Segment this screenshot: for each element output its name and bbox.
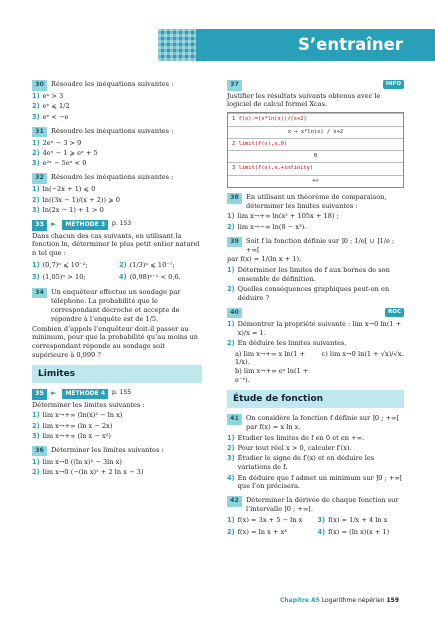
- list-item: Démontrer la propriété suivante : lim x→0 ln(1 + x)/x = 1.: [237, 319, 402, 337]
- exercise-30: 30 Résoudre les inéquations suivantes : 1) eˣ > 3 2) eˣ ⩽ 1/2 3) eˣ < −e: [32, 80, 174, 121]
- arrow-icon: ►: [51, 220, 57, 229]
- xcas-input-line: 3 limit(f(x),x,+infinity): [228, 162, 403, 174]
- xcas-output: 0: [228, 150, 403, 162]
- xcas-output: +∞: [228, 175, 403, 187]
- section-title-etude: Étude de fonction: [227, 390, 404, 408]
- list-item: ln((3x − 1)/(x + 2)) ⩾ 0: [42, 195, 120, 204]
- list-item: lim x→+∞ (ln(x)² − ln x): [42, 411, 123, 420]
- chapter-title: Logarithme népérien: [321, 597, 385, 604]
- list-item: e²ˣ − 5eˣ < 0: [42, 159, 87, 168]
- exercise-statement: On considère la fonction f définie sur ]0 ; +∞[ par f(x) = x ln x.: [246, 414, 400, 432]
- exercise-question: Combien d’appels l’enquêteur doit-il passer au minimum, pour que la probabilité qu’au moins un correspondant réponde au sondage soit supérieure à 0,999 ?: [32, 324, 199, 360]
- exercise-statement: Dans chacun des cas suivants, en utilisant la fonction ln, déterminer le plus petit entier naturel n tel que :: [32, 231, 200, 258]
- exercise-number: 35: [32, 389, 47, 400]
- list-item: En déduire les limites suivantes.: [237, 339, 347, 348]
- page-title: S’entraîner: [298, 35, 403, 54]
- page-reference: p. 153: [112, 220, 132, 228]
- exercise-number: 33: [32, 220, 47, 231]
- list-item: Quelles conséquences graphiques peut-on en déduire ?: [237, 285, 390, 302]
- exercise-number: 36: [32, 446, 47, 457]
- exercise-36: 36 Déterminer les limites suivantes : 1) lim x→0 ((ln x)² − 3ln x) 2) lim x→0 (−(ln x)² + 2 ln x − 3): [32, 445, 164, 477]
- list-item: f(x) = (ln x)(x + 1): [328, 527, 390, 536]
- header-banner: [158, 29, 435, 61]
- exercise-statement: Un enquêteur effectue un sondage par téléphone. La probabilité que le correspondant décroche et accepte de répondre à l’enquête est de 1/5.: [51, 287, 181, 323]
- info-badge: INFO: [383, 80, 404, 89]
- list-item: (1,05)ⁿ > 10;: [42, 272, 86, 281]
- exercise-35: 35 ► MÉTHODE 4 p. 155 Déterminer les limites suivantes : 1) lim x→+∞ (ln(x)² − ln x) 2) lim x→+∞ (ln x − 2x) 3) lim x→+∞ (ln x − x²): [32, 389, 202, 441]
- right-column: [227, 80, 404, 543]
- exercise-number: 42: [227, 496, 242, 507]
- list-item: lim x→−∞ ln(8 − x³).: [237, 222, 307, 231]
- list-item: (1/3)ⁿ ⩽ 10⁻⁷;: [129, 260, 175, 269]
- exercise-number: 40: [227, 308, 242, 319]
- exercise-statement: Soit f la fonction définie sur ]0 ; 1/e[ ∪ ]1/e ; +∞[: [246, 236, 395, 254]
- exercise-statement: Résoudre les inéquations suivantes :: [51, 80, 174, 88]
- list-item: (0,98)ⁿ⁻¹ < 0,6.: [129, 272, 181, 281]
- xcas-window: [227, 112, 404, 188]
- exercise-42: 42 Déterminer la dérivée de chaque fonction sur l’intervalle ]0 ; +∞[. 1) f(x) = 3x + 5 − ln x 3) f(x) = 1/x + 4 ln x 2) f(x) = ln x + x⁴ 4) f(x) = (ln x)(x + 1): [227, 496, 404, 538]
- left-column: [32, 80, 202, 482]
- exercise-33: 33 ► MÉTHODE 3 p. 153 Dans chacun des cas suivants, en utilisant la fonction ln, déterminer le plus petit entier naturel n tel que : 1) (0,7)ⁿ ⩽ 10⁻²; 2) (1/3)ⁿ ⩽ 10⁻⁷; 3) (1,05)ⁿ > 10; 4) (0,98)ⁿ⁻¹ < 0,6.: [32, 220, 202, 283]
- page-footer: [280, 597, 399, 605]
- list-item: (0,7)ⁿ ⩽ 10⁻²;: [42, 260, 88, 269]
- list-item: f(x) = 1/x + 4 ln x: [328, 515, 388, 524]
- exercise-37: [227, 80, 404, 188]
- exercise-definition: par f(x) = 1/(ln x + 1).: [227, 255, 302, 264]
- exercise-statement: Déterminer les limites suivantes :: [51, 445, 164, 454]
- exercise-number: 31: [32, 127, 47, 138]
- method-tag: MÉTHODE 4: [62, 389, 108, 399]
- exercise-34: [32, 288, 202, 360]
- exercise-statement: Résoudre les inéquations suivantes :: [51, 173, 174, 182]
- xcas-input-line: 1 f(x):=(x*ln(x))/(x+2): [228, 113, 403, 125]
- method-tag: MÉTHODE 3: [62, 220, 108, 230]
- list-item: f(x) = 3x + 5 − ln x: [237, 515, 303, 524]
- sub-item: c) lim x→0 ln(1 + √x)/√x.: [321, 349, 404, 358]
- list-item: lim x→0 (−(ln x)² + 2 ln x − 3): [42, 468, 144, 477]
- exercise-statement: Justifier les résultats suivants obtenus avec le logiciel de calcul formel Xcas.: [227, 91, 381, 109]
- list-item: En déduire que f admet un minimum sur ]0 ; +∞[ que l’on précisera.: [237, 473, 403, 491]
- page-reference: p. 155: [112, 389, 132, 397]
- exercise-40: 40 ROC 1) Démontrer la propriété suivante : lim x→0 ln(1 + x)/x = 1. 2) En déduire les limites suivantes. a) lim x→+∞ x ln(1 + 1/x). c) lim x→0 ln(1 + √x)/√x. b) lim x→+∞ eˣ ln(1 + e⁻ˣ).: [227, 308, 404, 385]
- exercise-number: 32: [32, 173, 47, 184]
- list-item: Pour tout réel x > 0, calculer f′(x).: [237, 443, 352, 452]
- list-item: Étudier les limites de f en 0 et en +∞.: [237, 433, 365, 442]
- arrow-icon: ►: [51, 389, 57, 398]
- exercise-statement: Déterminer les limites suivantes :: [32, 400, 145, 409]
- list-item: lim x→+∞ (ln x − 2x): [42, 421, 113, 430]
- list-item: lim x→+∞ ln(x² + 105x + 18) ;: [237, 212, 339, 221]
- exercise-number: 39: [227, 237, 242, 248]
- exercise-number: 30: [32, 80, 47, 91]
- exercise-statement: En utilisant un théorème de comparaison, déterminer les limites suivantes :: [246, 193, 387, 210]
- list-item: eˣ < −e: [42, 112, 69, 121]
- list-item: Déterminer les limites de f aux bornes de son ensemble de définition.: [237, 265, 390, 283]
- list-item: f(x) = ln x + x⁴: [237, 527, 287, 536]
- list-item: ln(−2x + 1) ⩽ 0: [42, 185, 96, 194]
- banner-pattern: [158, 29, 196, 61]
- chapter-label: Chapitre A5: [280, 597, 320, 604]
- list-item: eˣ ⩽ 1/2: [42, 102, 70, 111]
- exercise-statement: Déterminer la dérivée de chaque fonction sur l’intervalle ]0 ; +∞[.: [246, 496, 399, 514]
- list-item: Étudier le signe de f′(x) et en déduire les variations de f.: [237, 454, 375, 472]
- sub-item: a) lim x→+∞ x ln(1 + 1/x).: [235, 349, 306, 367]
- exercise-38: 38 En utilisant un théorème de comparaison, déterminer les limites suivantes : 1) lim x→+∞ ln(x² + 105x + 18) ; 2) lim x→−∞ ln(8 − x³).: [227, 193, 404, 232]
- list-item: lim x→+∞ (ln x − x²): [42, 431, 111, 440]
- list-item: 4eˣ − 1 ⩾ eˣ + 5: [42, 149, 98, 158]
- page-number: 159: [386, 597, 400, 604]
- sub-item: b) lim x→+∞ eˣ ln(1 + e⁻ˣ).: [235, 367, 309, 385]
- exercise-number: 34: [32, 288, 47, 299]
- exercise-number: 38: [227, 193, 242, 204]
- xcas-input-line: 2 limit(f(x),x,0): [228, 138, 403, 150]
- section-title-limites: Limites: [32, 365, 202, 383]
- exercise-32: 32 Résoudre les inéquations suivantes : 1) ln(−2x + 1) ⩽ 0 2) ln((3x − 1)/(x + 2)) ⩾ 0 3) ln(2x − 1) + 1 > 0: [32, 173, 174, 215]
- exercise-number: 41: [227, 414, 242, 425]
- list-item: 2eˣ − 3 > 9: [42, 138, 82, 147]
- list-item: lim x→0 ((ln x)² − 3ln x): [42, 457, 122, 466]
- exercise-41: 41 On considère la fonction f définie sur ]0 ; +∞[ par f(x) = x ln x. 1) Étudier les limites de f en 0 et en +∞. 2) Pour tout réel x > 0, calculer f′(x). 3) Étudier le signe de f′(x) et en déduire les variations de f. 4) En déduire que f admet un minimum sur ]0 ; +∞[ que l’on précisera.: [227, 414, 403, 491]
- exercise-39: 39 Soit f la fonction définie sur ]0 ; 1/e[ ∪ ]1/e ; +∞[ par f(x) = 1/(ln x + 1). 1) Déterminer les limites de f aux bornes de son ensemble de définition. 2) Quelles conséquences graphiques peut-on en déduire ?: [227, 237, 404, 303]
- list-item: ln(2x − 1) + 1 > 0: [42, 206, 104, 215]
- xcas-output: x → x*ln(x) / x+2: [228, 126, 403, 138]
- roc-badge: ROC: [385, 308, 404, 317]
- exercise-statement: Résoudre les inéquations suivantes :: [51, 126, 174, 135]
- exercise-number: 37: [227, 80, 242, 91]
- list-item: eˣ > 3: [42, 92, 64, 100]
- exercise-31: 31 Résoudre les inéquations suivantes : 1) 2eˣ − 3 > 9 2) 4eˣ − 1 ⩾ eˣ + 5 3) e²ˣ − 5eˣ < 0: [32, 126, 174, 168]
